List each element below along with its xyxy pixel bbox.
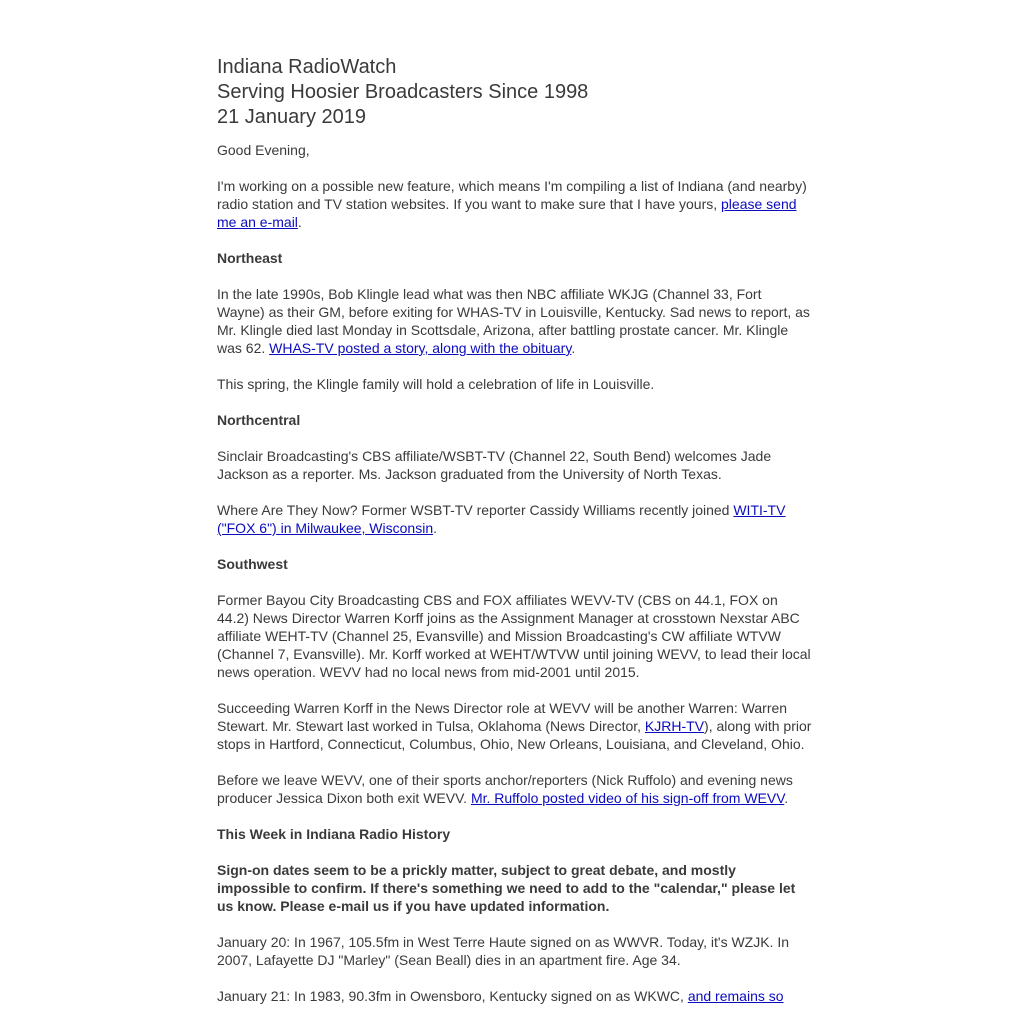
witi-tv-link[interactable]: WITI-TV ("FOX 6") in Milwaukee, Wisconsin [217, 502, 786, 536]
issue-date: 21 January 2019 [217, 106, 367, 128]
section-heading-northeast: Northeast [217, 250, 283, 266]
site-name: Indiana RadioWatch [217, 56, 397, 78]
section-heading-history: This Week in Indiana Radio History [217, 826, 451, 842]
southwest-paragraph-1: Former Bayou City Broadcasting CBS and FOX affiliates WEVV-TV (CBS on 44.1, FOX on 44.2) News Director Warren Korff joins as the Assignment Manager at crosstown Nexstar ABC affiliate WEHT-TV (Channel 25, Evansville) and Mission Broadcasting's CW affiliate WTVW (Channel 7, Evansville). Mr. Korff worked at WEHT/WTVW until joining WEVV, to lead their local news operation. WEVV had no local news from mid-2001 until 2015. [217, 592, 811, 680]
wkwc-link[interactable]: and remains so [687, 988, 784, 1004]
history-notice: Sign-on dates seem to be a prickly matter, subject to great debate, and mostly impossible to confirm. If there's something we need to add to the "calendar," please let us know. Please e-mail us if you have updated information. [217, 862, 796, 914]
kjrh-tv-link[interactable]: KJRH-TV [644, 718, 705, 734]
southwest-paragraph-3: Before we leave WEVV, one of their sports anchor/reporters (Nick Ruffolo) and evening news producer Jessica Dixon both exit WEVV. Mr. Ruffolo posted video of his sign-off from WEVV. [217, 772, 793, 806]
greeting: Good Evening, [217, 142, 310, 158]
ruffolo-video-link[interactable]: Mr. Ruffolo posted video of his sign-off from WEVV [470, 790, 785, 806]
email-link[interactable]: please send me an e-mail [217, 196, 797, 230]
northcentral-paragraph-2: Where Are They Now? Former WSBT-TV reporter Cassidy Williams recently joined WITI-TV ("FOX 6") in Milwaukee, Wisconsin. [217, 502, 786, 536]
northcentral-paragraph-1: Sinclair Broadcasting's CBS affiliate/WSBT-TV (Channel 22, South Bend) welcomes Jade Jackson as a reporter. Ms. Jackson graduated from the University of North Texas. [217, 448, 772, 482]
masthead [217, 55, 812, 130]
history-jan-21: January 21: In 1983, 90.3fm in Owensboro, Kentucky signed on as WKWC, and remains so [217, 988, 784, 1004]
section-heading-southwest: Southwest [217, 556, 288, 572]
newsletter-body [217, 141, 812, 1005]
intro-text: I'm working on a possible new feature, which means I'm compiling a list of Indiana (and nearby) radio station and TV station websites. If you want to make sure that I have yours, [217, 178, 807, 212]
northeast-paragraph-1: In the late 1990s, Bob Klingle lead what was then NBC affiliate WKJG (Channel 33, Fort Wayne) as their GM, before exiting for WHAS-TV in Louisville, Kentucky. Sad news to report, as Mr. Klingle died last Monday in Scottsdale, Arizona, after battling prostate cancer. Mr. Klingle was 62. WHAS-TV posted a story, along with the obituary. [217, 286, 810, 356]
newsletter [217, 55, 812, 1023]
southwest-paragraph-2: Succeeding Warren Korff in the News Director role at WEVV will be another Warren: Warren Stewart. Mr. Stewart last worked in Tulsa, Oklahoma (News Director, KJRH-TV), along with prior stops in Hartford, Connecticut, Columbus, Ohio, New Orleans, Louisiana, and Cleveland, Ohio. [217, 700, 812, 752]
whas-tv-story-link[interactable]: WHAS-TV posted a story, along with the obituary [269, 340, 572, 356]
site-tagline: Serving Hoosier Broadcasters Since 1998 [217, 81, 589, 103]
northeast-paragraph-2: This spring, the Klingle family will hold a celebration of life in Louisville. [217, 376, 655, 392]
intro-paragraph: I'm working on a possible new feature, which means I'm compiling a list of Indiana (and nearby) radio station and TV station websites. If you want to make sure that I have yours, please send me an e-mail. [217, 178, 807, 230]
history-jan-20: January 20: In 1967, 105.5fm in West Terre Haute signed on as WWVR. Today, it's WZJK. In 2007, Lafayette DJ "Marley" (Sean Beall) dies in an apartment fire. Age 34. [217, 934, 790, 968]
section-heading-northcentral: Northcentral [217, 412, 301, 428]
